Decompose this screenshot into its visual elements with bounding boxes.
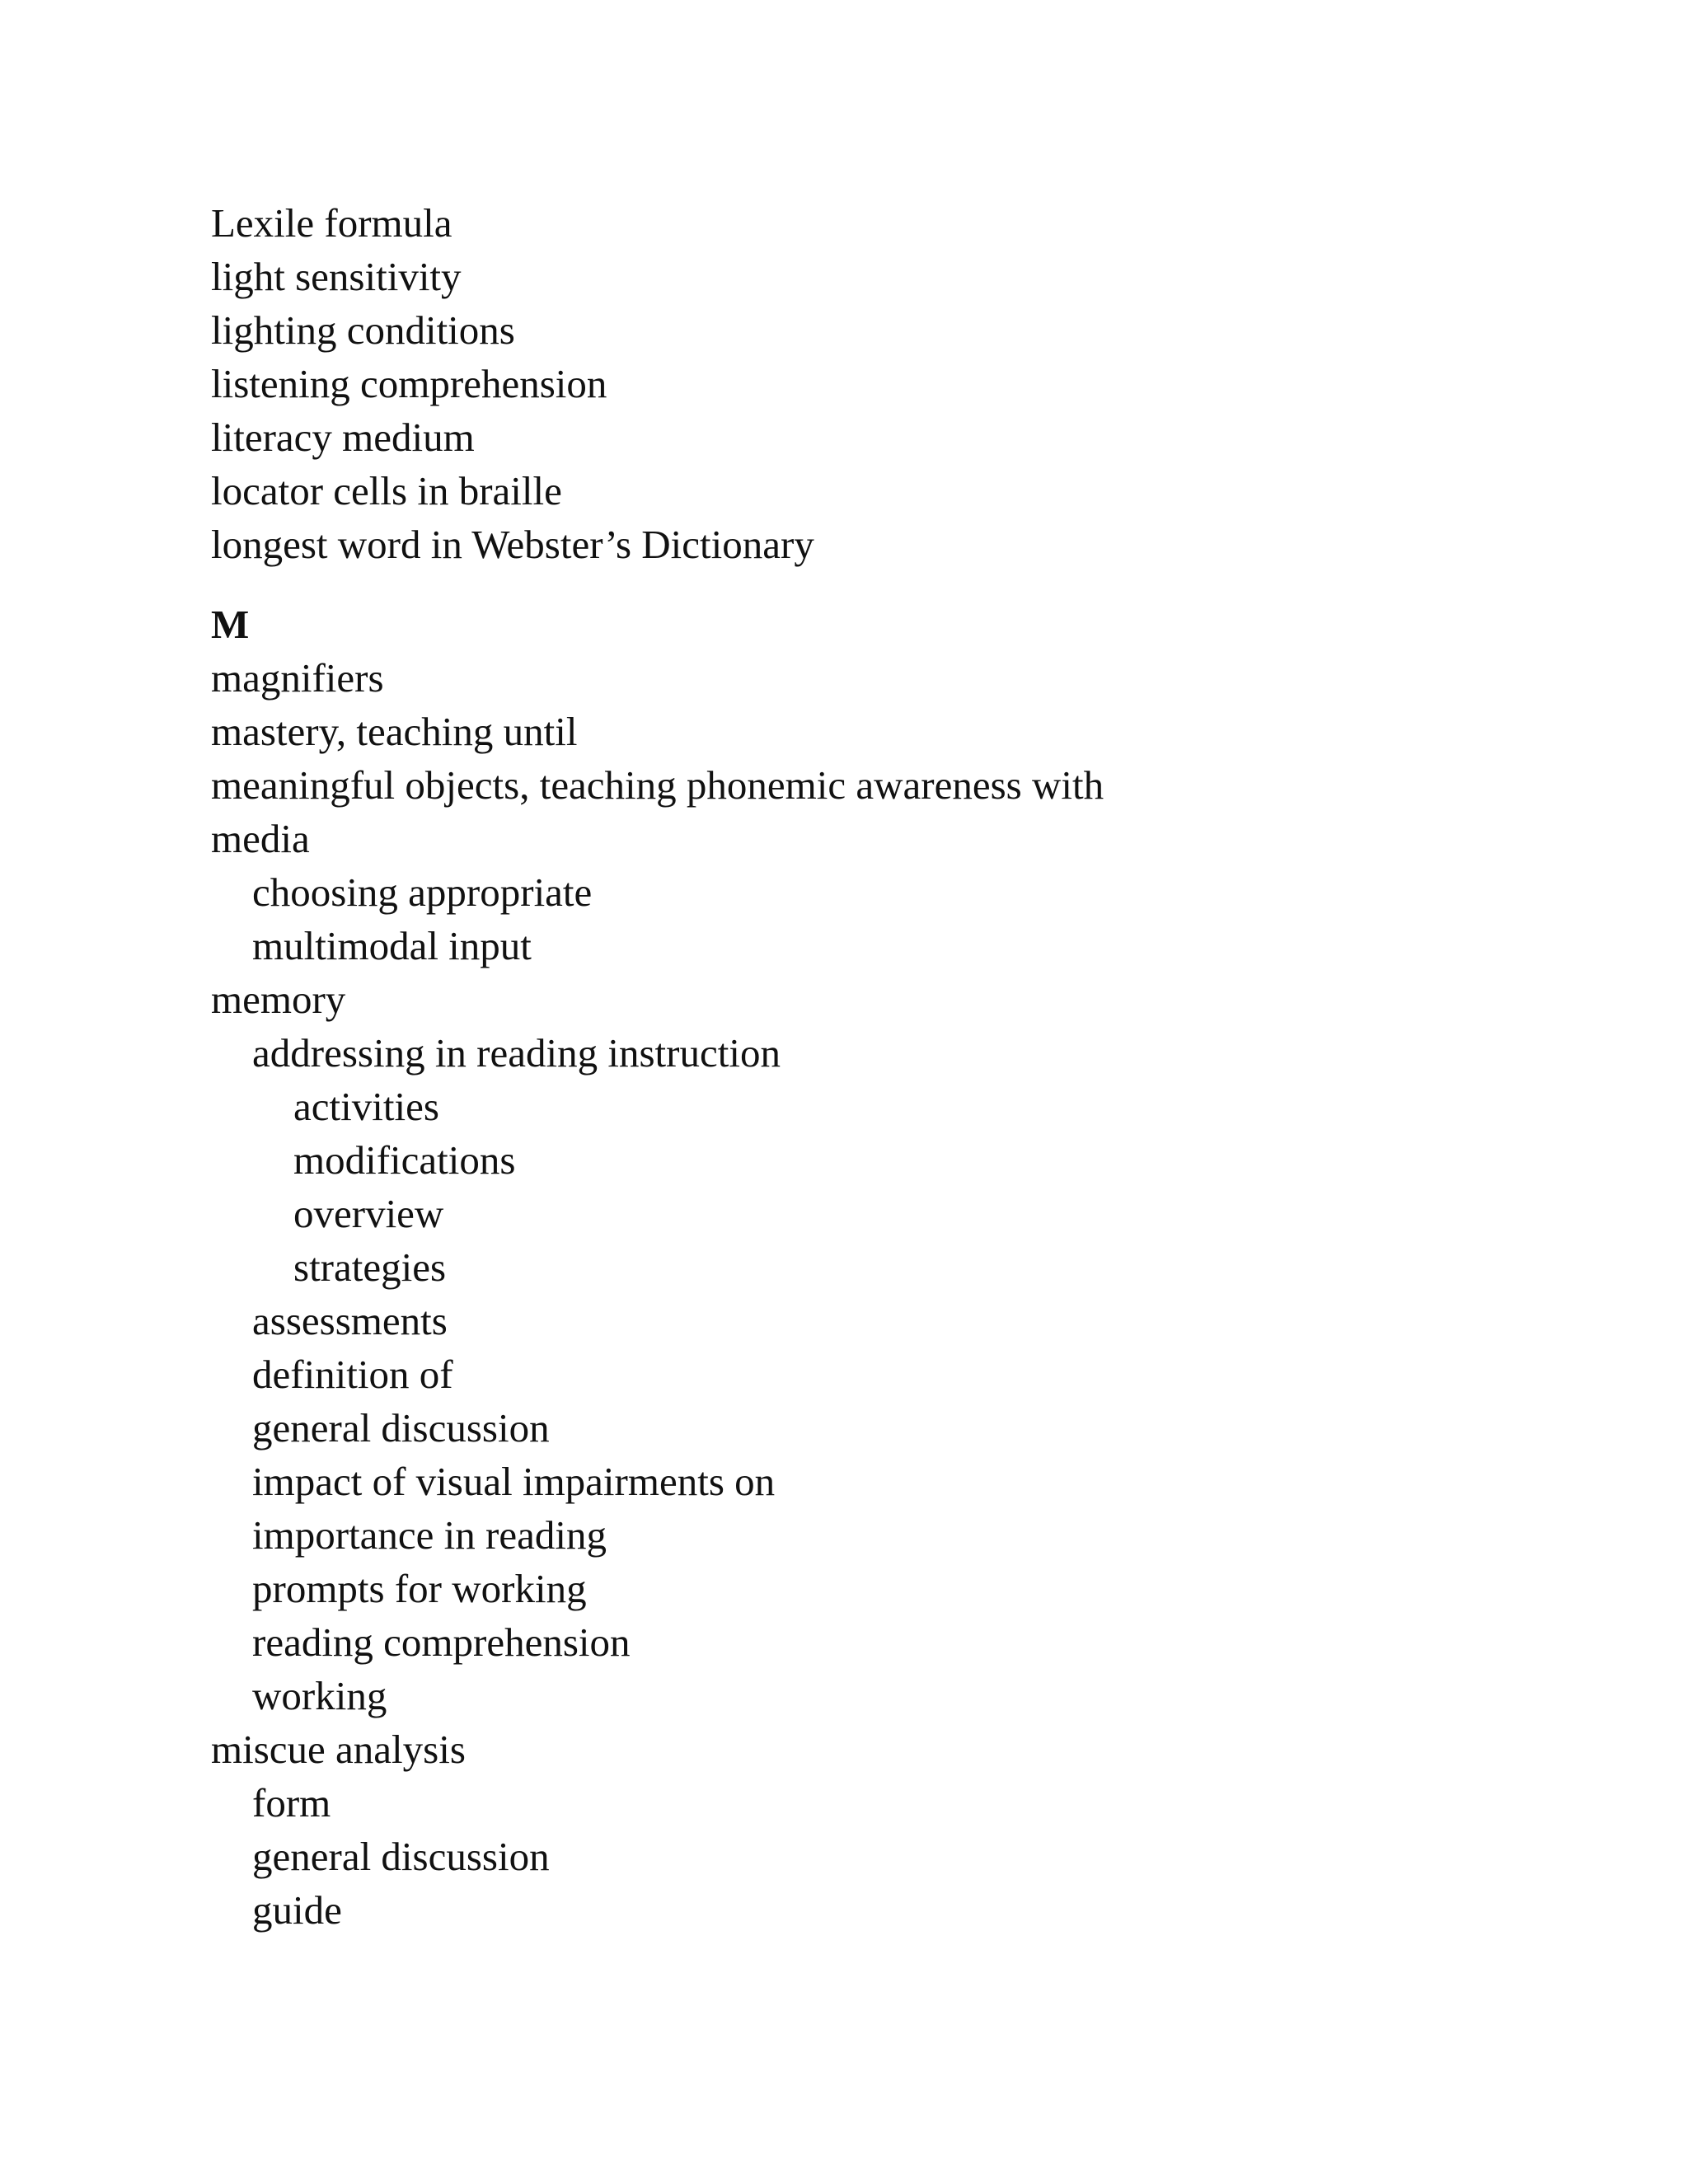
index-subsubentry: activities	[293, 1084, 439, 1129]
index-subentry: working	[252, 1673, 387, 1718]
index-subentry: addressing in reading instruction	[252, 1030, 781, 1076]
index-subsubentry: strategies	[293, 1244, 447, 1290]
index-entry: longest word in Webster’s Dictionary	[211, 522, 814, 567]
index-entry: meaningful objects, teaching phonemic awareness with	[211, 762, 1104, 808]
index-entry: listening comprehension	[211, 361, 607, 406]
index-entry: memory	[211, 977, 346, 1022]
index-subentry: importance in reading	[252, 1512, 607, 1558]
index-entry: lighting conditions	[211, 307, 515, 353]
index-entry: Lexile formula	[211, 200, 452, 246]
index-subentry: form	[252, 1780, 331, 1825]
index-list	[211, 196, 1530, 1937]
section-heading-m: M	[211, 602, 250, 647]
index-subentry: general discussion	[252, 1405, 550, 1451]
index-subentry: general discussion	[252, 1834, 550, 1879]
index-entry: media	[211, 816, 310, 861]
index-entry: locator cells in braille	[211, 468, 562, 513]
index-subentry: assessments	[252, 1298, 448, 1343]
index-entry: literacy medium	[211, 415, 475, 460]
index-subsubentry: overview	[293, 1191, 444, 1236]
index-subentry: multimodal input	[252, 923, 532, 968]
index-subentry: impact of visual impairments on	[252, 1459, 776, 1504]
index-subentry: definition of	[252, 1352, 453, 1397]
index-subentry: choosing appropriate	[252, 869, 593, 915]
index-subentry: guide	[252, 1887, 342, 1933]
index-entry: mastery, teaching until	[211, 709, 578, 754]
index-subsubentry: modifications	[293, 1137, 516, 1183]
index-entry: light sensitivity	[211, 254, 462, 299]
index-subentry: reading comprehension	[252, 1619, 631, 1665]
index-entry: miscue analysis	[211, 1727, 466, 1772]
index-entry: magnifiers	[211, 655, 384, 701]
index-subentry: prompts for working	[252, 1566, 587, 1611]
